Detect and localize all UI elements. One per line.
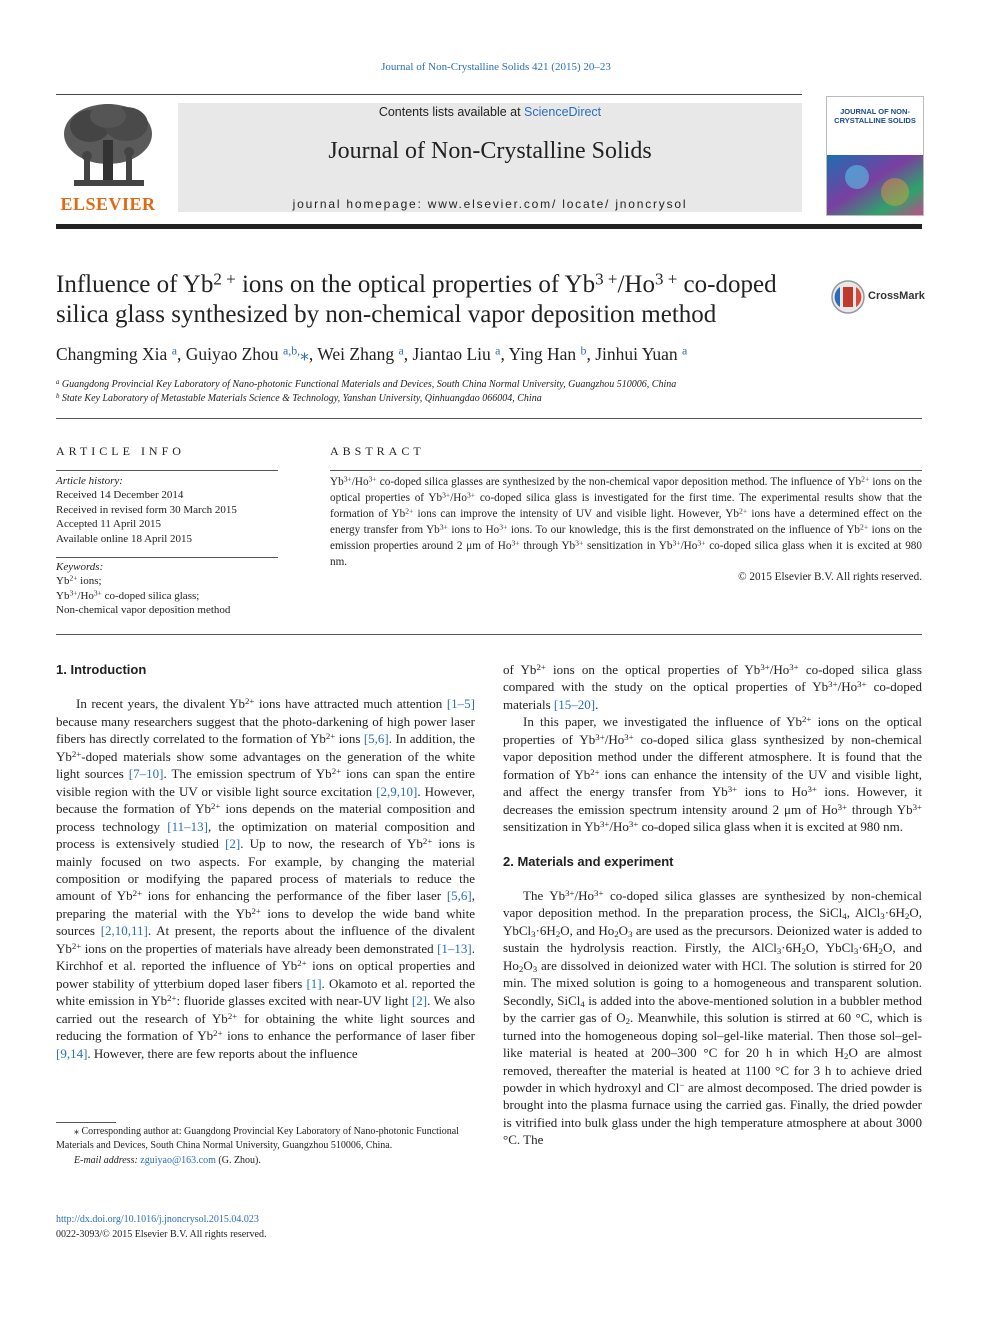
issn-copyright: 0022-3093/© 2015 Elsevier B.V. All rights reserved. [56, 1229, 267, 1240]
journal-homepage[interactable]: journal homepage: www.elsevier.com/ locate/ jnoncrysol [292, 197, 688, 211]
masthead-thick-rule [56, 224, 922, 229]
abstract-heading: ABSTRACT [330, 444, 425, 458]
divider [56, 470, 278, 471]
divider [330, 470, 922, 471]
email-suffix: (G. Zhou). [215, 1154, 261, 1166]
journal-name: Journal of Non-Crystalline Solids [328, 138, 652, 164]
corresponding-footnote [56, 1125, 476, 1168]
divider [56, 634, 922, 635]
masthead-rule [56, 94, 802, 95]
publisher-wordmark: ELSEVIER [60, 194, 156, 214]
abstract-body: $Yb^{3+}/Ho^{3+}$ co-doped silica glasses are synthesized by the non-chemical vapor deposition method. The influence of $Yb^{2+}$ ions on the optical properties of $Yb^{3+}/Ho^{3+}$ co-doped silica glass is investigated for the first time. The experimental results show that the formation of $Yb^{2+}$ ions can improve the intensity of UV and visible light. However, $Yb^{2+}$ ions have a determined effect on the energy transfer from $Yb^{3+}$ ions to $Ho^{3+}$ ions. To our knowledge, this is the first demonstrated on the influence of $Yb^{2+}$ ions on the emission properties around 2 μm of $Ho^{3+}$ through $Yb^{3+}$ sensitization in $Yb^{3+}/Ho^{3+}$ co-doped silica glass when it is excited at 980 nm. [330, 474, 923, 568]
keywords: Keywords: $Yb^{2+}$ ions; $Yb^{3+}/Ho^{3+}$ co-doped silica glass; Non-chemical vapor deposition method [56, 561, 231, 617]
email-link[interactable]: zguiyao@163.com [140, 1154, 216, 1166]
body-column-right: of $Yb^{2+}$ ions on the optical properties of $Yb^{3+}/Ho^{3+}$ co-doped silica glass compared with the study on the optical properties of $Yb^{3+}/Ho^{3+}$ co-doped materials [15–20]. In this paper, we investigated the influence of $Yb^{2+}$ ions on the optical properties of $Yb^{3+}/Ho^{3+}$ co-doped silica glass synthesized by non-chemical vapor deposition method under the different atmosphere. It is found that the formation of $Yb^{2+}$ ions can enhance the intensity of the UV and visible light, and affect the energy transfer from $Yb^{3+}$ ions to $Ho^{3+}$ ions. However, it decreases the emission spectrum intensity around 2 μm of $Ho^{3+}$ through $Yb^{3+}$ sensitization in $Yb^{3+}/Ho^{3+}$ co-doped silica glass when it is excited at 980 nm. 2. Materials and experiment The $Yb^{3+}/Ho^{3+}$ co-doped silica glasses are synthesized by non-chemical vapor deposition method. In the preparation process, the SiCl$_4$, $AlCl_3\cdot 6H_2O$, $YbCl_3\cdot 6H_2O$, and $Ho_2O_3$ are used as the precursors. Deionized water is added to sustain the hydrolysis reaction. Firstly, the $AlCl_3\cdot 6H_2O$, $YbCl_3\cdot 6H_2O$, and $Ho_2O_3$ are dissolved in deionized water with HCl. The solution is stirred for 20 min. The mixed solution is going to a homogeneous and transparent solution. Secondly, SiCl$_4$ is added into the above-mentioned solution in a bubbler method by the carrier gas of $O_2$. Meanwhile, this solution is stirred at 60 °C, which is turned into the homogeneous doping sol–gel-like material. Then those sol–gel-like material is heated at 200–300 °C for 20 h in which $H_2O$ are almost removed, thereafter the material is heated at 1100 °C for 3 h to achieve dried powder in which hydroxyl and Cl− are almost decomposed. The dried powder is brought into the plasma furnace using the carried gas. Finally, the dried powder is vitrified into bulk glass under the high temperature atmosphere at about 3000 °C. The [503, 662, 923, 1148]
body-column-left: 1. Introduction In recent years, the divalent $Yb^{2+}$ ions have attracted much attention [1–5] because many researchers suggest that the photo-darkening of high power laser fibers has directly correlated to the formation of $Yb^{2+}$ ions [5,6]. In addition, the $Yb^{2+}$-doped materials show some advantages on the generation of the white light sources [7–10]. The emission spectrum of $Yb^{2+}$ ions can span the entire visible region with the UV or visible light source excitation [2,9,10]. However, because the formation of $Yb^{2+}$ ions depends on the material composition and process technology [11–13], the optimization on material composition and process is extensively studied [2]. Up to now, the research of $Yb^{2+}$ ions is mainly focused on two aspects. For example, by changing the material composition or modifying the papared process of materials to reduce the amount of $Yb^{2+}$ ions for enhancing the performance of the fiber laser [5,6], preparing the material with the $Yb^{2+}$ ions to develop the wide band white sources [2,10,11]. At present, the reports about the influence of the divalent $Yb^{2+}$ ions on the properties of materials have already been demonstrated [1–13]. Kirchhof et al. reported the influence of $Yb^{2+}$ ions on optical properties and power stability of ytterbium doped laser fibers [1]. Okamoto et al. reported the white emission in $Yb^{2+}$: fluoride glasses excited with near-UV light [2]. We also carried out the research of $Yb^{2+}$ for obtaining the white light sources and reducing the formation of $Yb^{2+}$ ions to enhance the performance of laser fiber [9,14]. However, there are few reports about the influence [56, 662, 476, 1061]
email-label: E-mail address: [74, 1154, 141, 1166]
doi-link[interactable]: http://dx.doi.org/10.1016/j.jnoncrysol.2015.04.023 [56, 1214, 259, 1225]
crossmark-label: CrossMark [868, 290, 925, 302]
divider [56, 557, 278, 558]
sciencedirect-link[interactable]: ScienceDirect [524, 105, 602, 119]
journal-reference[interactable]: Journal of Non-Crystalline Solids 421 (2015) 20–23 [381, 61, 611, 73]
divider [56, 418, 922, 419]
author-list: Changming Xia $^a$, Guiyao Zhou $^{a,b,}$⁎, Wei Zhang $^a$, Jiantao Liu $^a$, Ying Han $^b$, Jinhui Yuan $^a$ [56, 343, 688, 364]
footnote-rule [56, 1122, 116, 1123]
crossmark-icon [830, 279, 866, 315]
article-info-heading: ARTICLE INFO [56, 444, 185, 458]
article-history: Article history: Received 14 December 2014 Received in revised form 30 March 2015 Accepted 11 April 2015 Available online 18 April 2015 [56, 475, 237, 545]
contents-prefix: Contents lists available at [378, 105, 525, 119]
crossmark-badge[interactable] [830, 279, 930, 315]
affiliations: $^a$ Guangdong Provincial Key Laboratory of Nano-photonic Functional Materials and Devices, South China Normal University, Guangzhou 510006, China $^b$ State Key Laboratory of Metastable Materials Science & Technology, Yanshan University, Qinhuangdao 066004, China [56, 378, 677, 404]
email-line [56, 1154, 476, 1168]
corresponding-author: ⁎ Corresponding author at: Guangdong Provincial Key Laboratory of Nano-photonic Functional Materials and Devices, South China Normal University, Guangzhou 510006, China. [56, 1126, 459, 1152]
journal-cover-thumbnail[interactable] [826, 96, 924, 216]
abstract-copyright: © 2015 Elsevier B.V. All rights reserved. [738, 571, 922, 583]
article-title: Influence of $Yb^{2 +}$ ions on the optical properties of $Yb^{3 +}/Ho^{3 +}$ co-doped silica glass synthesized by non-chemical vapor deposition method [56, 269, 777, 328]
cover-art [827, 97, 923, 215]
cover-title: JOURNAL OF NON-CRYSTALLINE SOLIDS [834, 107, 916, 125]
contents-line [178, 105, 802, 119]
